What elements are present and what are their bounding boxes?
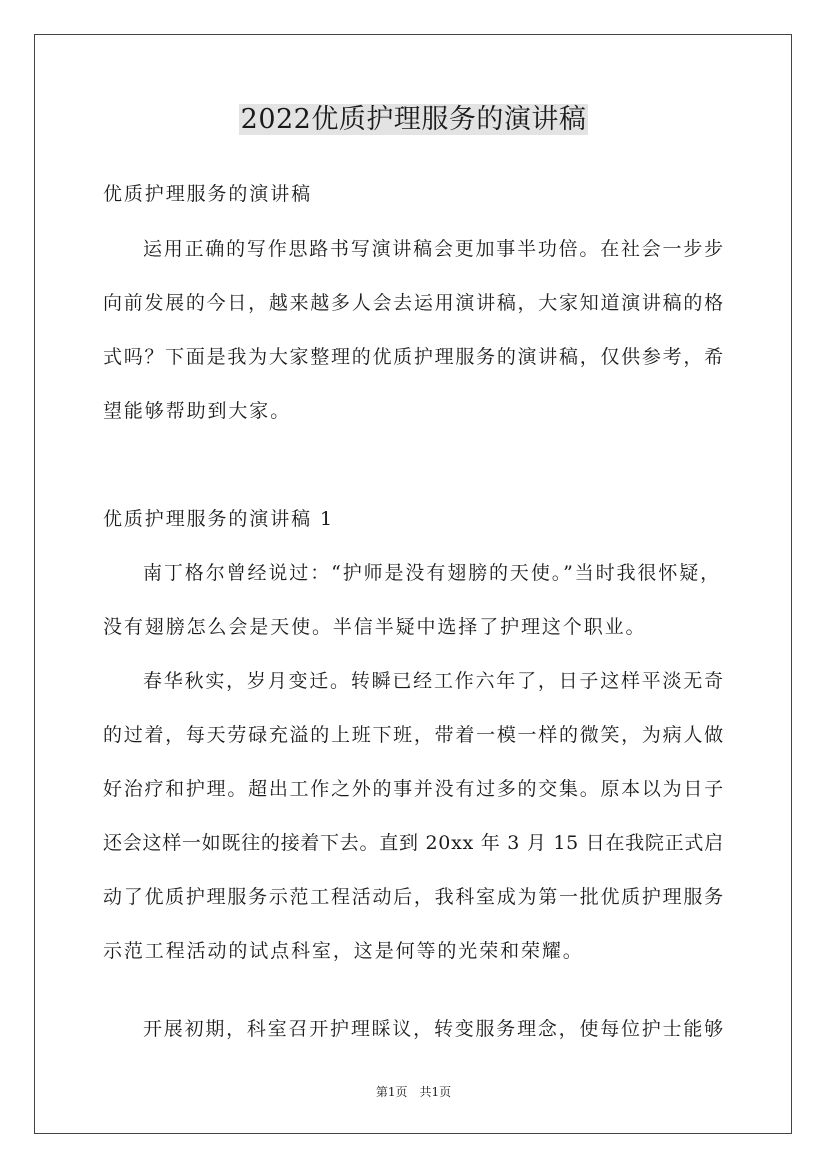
document-title-text: 2022优质护理服务的演讲稿 — [240, 104, 587, 135]
document-subtitle: 优质护理服务的演讲稿 — [103, 183, 313, 205]
para2-line-2: 的过着，每天劳碌充溢的上班下班，带着一模一样的微笑，为病人做 — [103, 724, 725, 746]
intro-line-3: 式吗？下面是我为大家整理的优质护理服务的演讲稿，仅供参考，希 — [103, 346, 725, 368]
intro-line-1: 运用正确的写作思路书写演讲稿会更加事半功倍。在社会一步步 — [143, 238, 725, 260]
para2-line-6: 示范工程活动的试点科室，这是何等的光荣和荣耀。 — [103, 940, 584, 962]
para2-line-1: 春华秋实，岁月变迁。转瞬已经工作六年了，日子这样平淡无奇 — [143, 670, 725, 692]
intro-line-4: 望能够帮助到大家。 — [103, 400, 292, 422]
section-heading: 优质护理服务的演讲稿 1 — [103, 508, 334, 530]
para1-line-2: 没有翅膀怎么会是天使。半信半疑中选择了护理这个职业。 — [103, 616, 647, 638]
para2-line-3: 好治疗和护理。超出工作之外的事并没有过多的交集。原本以为日子 — [103, 778, 725, 800]
para2-line-4: 还会这样一如既往的接着下去。直到 20xx 年 3 月 15 日在我院正式启 — [103, 832, 724, 854]
intro-line-2: 向前发展的今日，越来越多人会去运用演讲稿，大家知道演讲稿的格 — [103, 292, 725, 314]
para2-line-5: 动了优质护理服务示范工程活动后，我科室成为第一批优质护理服务 — [103, 886, 725, 908]
para3-line-1: 开展初期，科室召开护理睬议，转变服务理念，使每位护士能够 — [143, 1018, 725, 1040]
para1-line-1: 南丁格尔曾经说过：“护师是没有翅膀的天使。”当时我很怀疑， — [143, 562, 722, 584]
document-title — [0, 100, 827, 140]
page-footer: 第1页 共1页 — [375, 1085, 452, 1099]
